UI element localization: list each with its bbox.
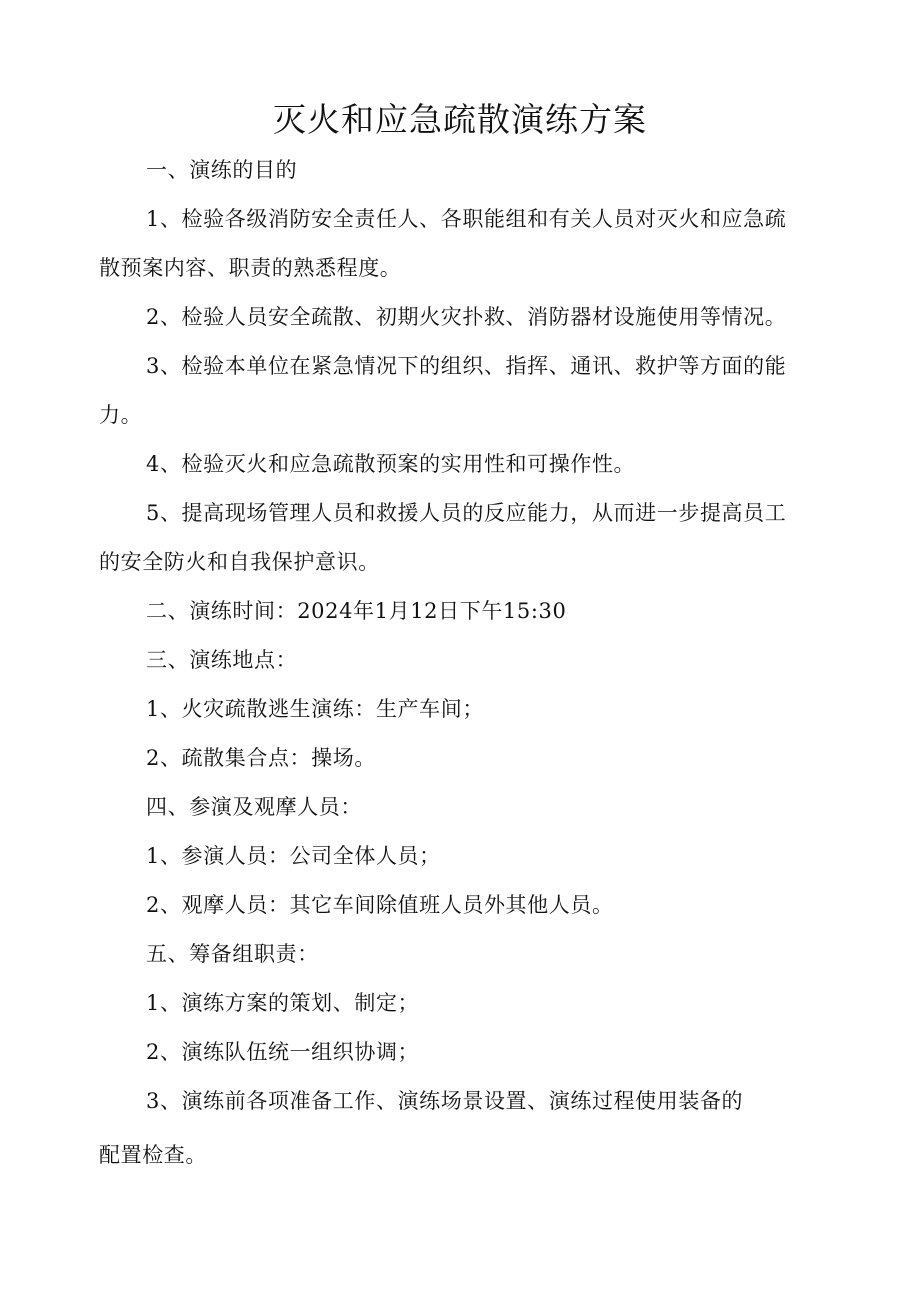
paragraph-line: 1、演练方案的策划、制定； — [146, 991, 420, 1015]
section-heading-purpose: 一、演练的目的 — [146, 158, 298, 182]
paragraph-line: 散预案内容、职责的熟悉程度。 — [99, 256, 402, 280]
paragraph-line: 5、提高现场管理人员和救援人员的反应能力，从而进一步提高员工 — [146, 501, 787, 525]
section-heading-duties: 五、筹备组职责： — [146, 942, 319, 966]
paragraph-line: 力。 — [99, 403, 143, 427]
paragraph-line: 2、演练队伍统一组织协调； — [146, 1040, 420, 1064]
paragraph-line: 1、火灾疏散逃生演练：生产车间； — [146, 697, 484, 721]
paragraph-line: 2、观摩人员：其它车间除值班人员外其他人员。 — [146, 893, 614, 917]
paragraph-line: 4、检验灭火和应急疏散预案的实用性和可操作性。 — [146, 452, 636, 476]
paragraph-line: 3、检验本单位在紧急情况下的组织、指挥、通讯、救护等方面的能 — [146, 354, 787, 378]
section-heading-location: 三、演练地点： — [146, 648, 298, 672]
paragraph-line: 2、疏散集合点：操场。 — [146, 746, 376, 770]
document-title: 灭火和应急疏散演练方案 — [273, 100, 647, 139]
section-heading-time: 二、演练时间：2024年1月12日下午15:30 — [146, 599, 567, 623]
paragraph-line: 的安全防火和自我保护意识。 — [99, 550, 380, 574]
paragraph-line: 1、参演人员：公司全体人员； — [146, 844, 441, 868]
paragraph-line: 配置检查。 — [99, 1143, 207, 1167]
paragraph-line: 1、检验各级消防安全责任人、各职能组和有关人员对灭火和应急疏 — [146, 207, 787, 231]
paragraph-line: 3、演练前各项准备工作、演练场景设置、演练过程使用装备的 — [146, 1089, 744, 1113]
paragraph-line: 2、检验人员安全疏散、初期火灾扑救、消防器材设施使用等情况。 — [146, 305, 787, 329]
section-heading-participants: 四、参演及观摩人员： — [146, 795, 362, 819]
